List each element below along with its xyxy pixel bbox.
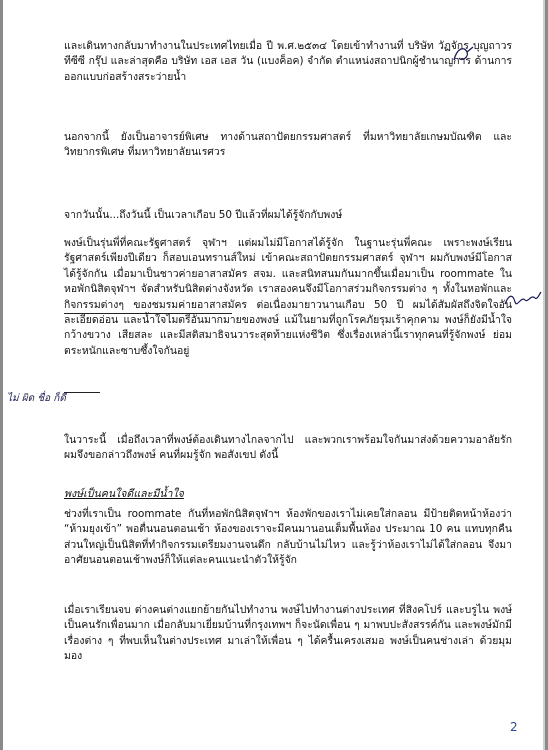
paragraph-teaching: นอกจากนี้ ยังเป็นอาจารย์พิเศษ ทางด้านสถาปัตยกรรมศาสตร์ ที่มหาวิทยาลัยเกษมบัณฑิต และวิทยากรพิเศษ ที่มหาวิทยาลัยนเรศวร	[64, 131, 512, 159]
section-heading: พงษ์เป็นคนใจดีและมีน้ำใจ	[64, 488, 184, 500]
document-page	[3, 0, 545, 750]
handwritten-correction-mark	[451, 44, 477, 66]
strikethrough-line	[64, 392, 100, 393]
paragraph-farewell: ในวาระนี้ เมื่อถึงเวลาที่พงษ์ต้องเดินทางไกลจากไป และพวกเราพร้อมใจกันมาส่งด้วยความอาลัยรัก ผมจึงขอกล่าวถึงพงษ์ คนที่ผมรู้จัก พอสังเขป ดังนี้	[64, 434, 512, 462]
handwritten-note: ไม่ ผิด ชื่อ ก็ดี	[7, 393, 66, 404]
handwritten-margin-note	[503, 286, 543, 312]
paragraph-career: และเดินทางกลับมาทำงานในประเทศไทยเมื่อ ปี พ.ศ.๒๕๓๔ โดยเข้าทำงานที่ บริษัท วัฏจักร บุญถาวร ทีซีซี กรุ๊ป และล่าสุดคือ บริษัท เอส เอส วัน (แบงค็อค) จำกัด ตำแหน่งสถาปนิกผู้ชำนาญการ ด้านการออกแบบก่อสร้างสระว่ายน้ำ	[64, 40, 512, 83]
paragraph-roommate-intro: พงษ์เป็นรุ่นพี่ที่คณะรัฐศาสตร์ จุฬาฯ แต่ผมไม่มีโอกาสได้รู้จัก ในฐานะรุ่นพี่คณะ เพราะพงษ์เรียนรัฐศาสตร์เพียงปีเดียว ก็สอบเอนทรานส์ใหม่ เข้าคณะสถาปัตยกรรมศาสตร์ จุฬาฯ ผมกับพงษ์มีโอกาสได้รู้จักกัน เมื่อมาเป็นชาวค่ายอาสาสมัคร สจม. และสนิทสนมกันมากขึ้นเมื่อมาเป็น roommate ในหอพักนิสิตจุฬาฯ จัดสำหรับนิสิตต่างจังหวัด เราสองคนจึงมีโอกาสร่วมกิจกรรมต่าง ๆ ทั้งในหอพักและกิจกรรมต่างๆ ของชมรมค่ายอาสาสมัคร ต่อเนื่องมายาวนานเกือบ 50 ปี ผมได้สัมผัสถึงจิตใจอันละเอียดอ่อน และน้ำใจไมตรีอันมากมายของพงษ์ แม้ในยามที่ถูกโรคภัยรุมเร้าคุกคาม พงษ์ก็ยังมีน้ำใจกว้างขวาง เสียสละ และมีสติสมาธิจนวาระสุดท้ายแห่งชีวิต ซึ่งเรื่องเหล่านี้เราทุกคนที่รู้จักพงษ์ ย่อมตระหนักและซาบซึ้งใจกันอยู่	[64, 237, 512, 357]
paragraph-after-graduation: เมื่อเราเรียนจบ ต่างคนต่างแยกย้ายกันไปทำงาน พงษ์ไปทำงานต่างประเทศ ที่สิงคโปร์ และบรูไน พงษ์เป็นคนรักเพื่อนมาก เมื่อกลับมาเยี่ยมบ้านที่กรุงเทพฯ ก็จะนัดเพื่อน ๆ มาพบปะสังสรรค์กัน และพงษ์มักมีเรื่องต่าง ๆ ที่พบเห็นในต่างประเทศ มาเล่าให้เพื่อน ๆ ได้ครื้นเครงเสมอ พงษ์เป็นคนช่างเล่า ด้วยมุมมอง	[64, 604, 512, 663]
paragraph-dorm-room: ช่วงที่เราเป็น roommate กันที่หอพักนิสิตจุฬาฯ ห้องพักของเราไม่เคยใส่กลอน มีป้ายติดหน้าห้องว่า “ห้ามยุงเข้า” พอตื่นนอนตอนเช้า ห้องของเราจะมีคนมานอนเต็มพื้นห้อง ประมาณ 10 คน แทบทุกคืน ส่วนใหญ่เป็นนิสิตที่ทำกิจกรรมเตรียมงานจนดึก กลับบ้านไม่ไหว และรู้ว่าห้องเราไม่ได้ใส่กลอน จึงมาอาศัยนอนตอนเช้าพงษ์ก็ให้แต่ละคนแนะนำตัวให้รู้จัก	[64, 508, 512, 567]
page-edge	[543, 0, 545, 750]
strikethrough-line	[64, 313, 232, 314]
page-number: 2	[510, 720, 518, 734]
paragraph-fifty-years: จากวันนั้น...ถึงวันนี้ เป็นเวลาเกือบ 50 ปีแล้วที่ผมได้รู้จักกับพงษ์	[64, 209, 343, 221]
